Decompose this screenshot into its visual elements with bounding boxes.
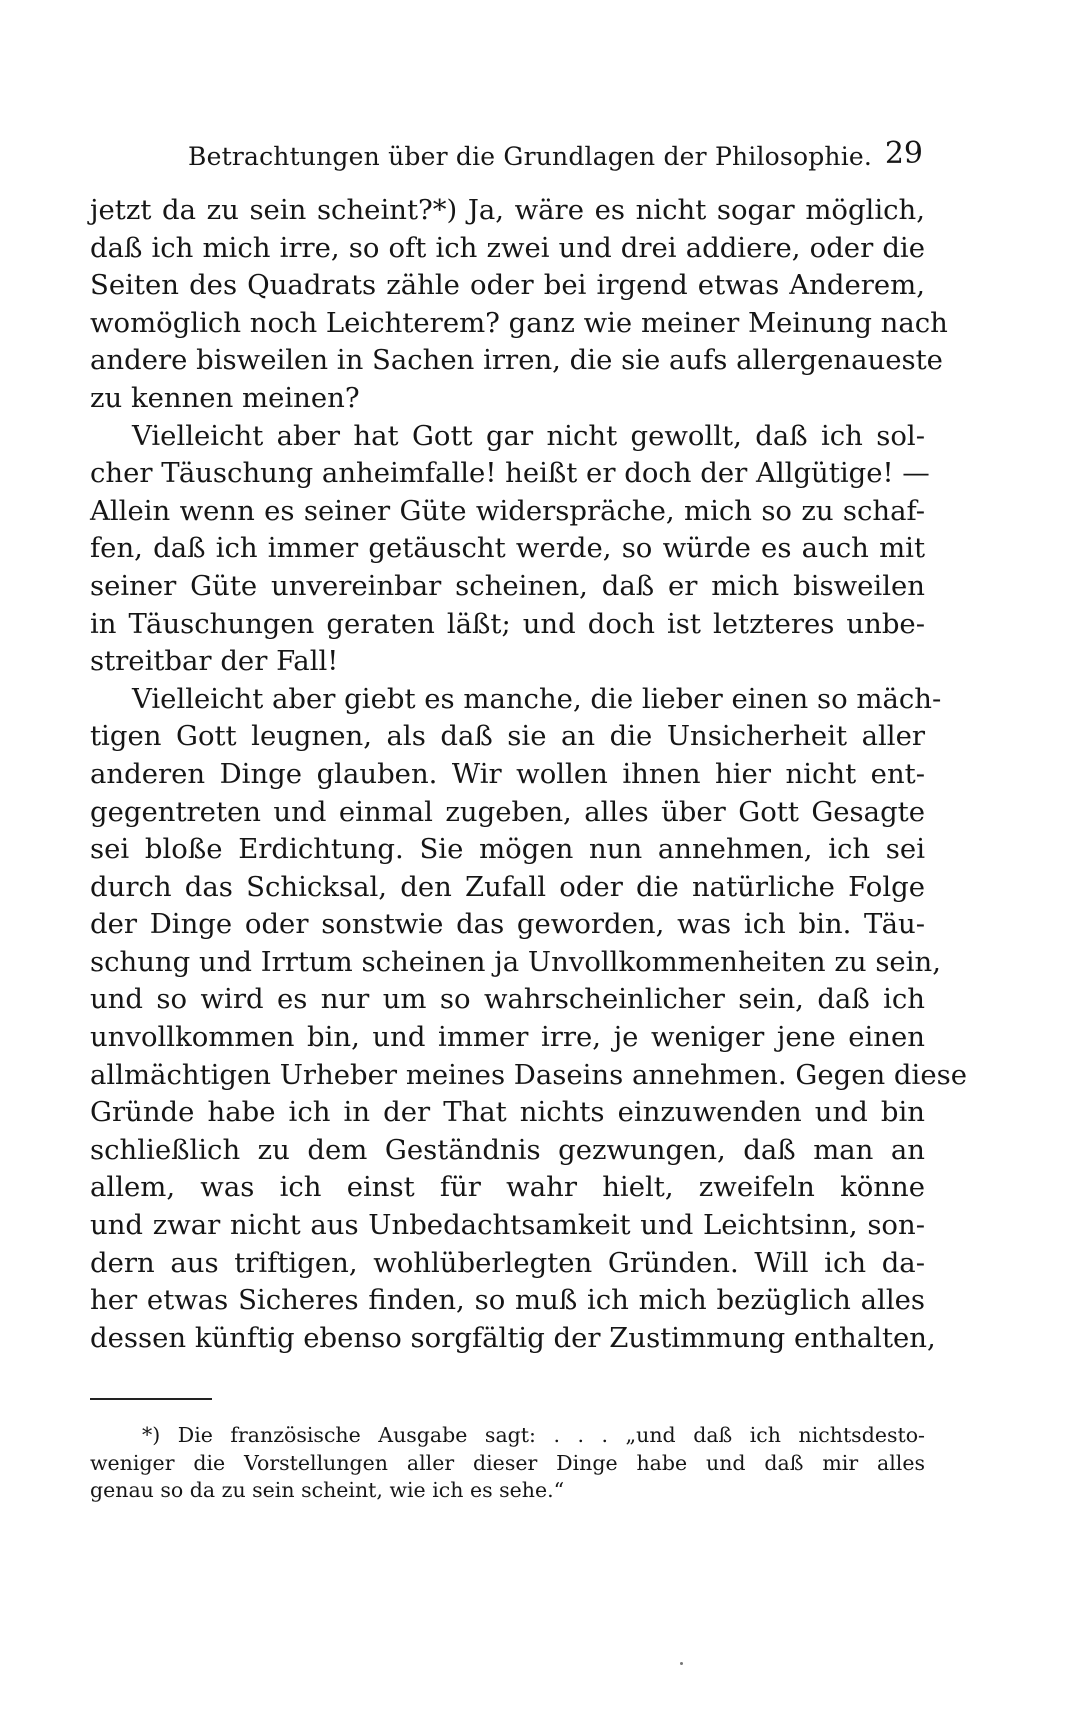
text-line: fen, daß ich immer getäuscht werde, so würde es auch mit xyxy=(90,532,925,565)
text-line: womöglich noch Leichterem? ganz wie meiner Meinung nach xyxy=(90,306,948,339)
text-line: dern aus triftigen, wohlüberlegten Gründen. Will ich da- xyxy=(90,1246,925,1279)
text-line: gegentreten und einmal zugeben, alles über Gott Gesagte xyxy=(90,795,925,828)
text-line: und zwar nicht aus Unbedachtsamkeit und Leichtsinn, son- xyxy=(90,1209,925,1242)
page-number: 29 xyxy=(884,136,923,171)
text-line: streitbar der Fall! xyxy=(90,645,339,678)
text-line: andere bisweilen in Sachen irren, die sie aufs allergenaueste xyxy=(90,344,943,377)
text-line: der Dinge oder sonstwie das geworden, was ich bin. Täu- xyxy=(90,908,925,941)
paper-speck xyxy=(680,1662,683,1665)
paragraph-start-line: Vielleicht aber hat Gott gar nicht gewollt, daß ich sol- xyxy=(132,419,925,452)
text-line: sei bloße Erdichtung. Sie mögen nun annehmen, ich sei xyxy=(90,833,925,866)
text-line: in Täuschungen geraten läßt; und doch ist letzteres unbe- xyxy=(90,607,925,640)
text-line: cher Täuschung anheimfalle! heißt er doch der Allgütige! — xyxy=(90,457,930,490)
text-line: zu kennen meinen? xyxy=(90,381,360,414)
text-line: schließlich zu dem Geständnis gezwungen, daß man an xyxy=(90,1133,925,1166)
text-line: daß ich mich irre, so oft ich zwei und drei addiere, oder die xyxy=(90,231,925,264)
footnote-line: *) Die französische Ausgabe sagt: . . . „und daß ich nichtsdesto- xyxy=(142,1423,925,1447)
text-line: Allein wenn es seiner Güte widerspräche, mich so zu schaf- xyxy=(90,494,925,527)
footnote xyxy=(90,1422,925,1505)
running-title: Betrachtungen über die Grundlagen der Philosophie. xyxy=(188,142,873,171)
text-line: unvollkommen bin, und immer irre, je weniger jene einen xyxy=(90,1021,925,1054)
footnote-line: genau so da zu sein scheint, wie ich es sehe.“ xyxy=(90,1478,565,1502)
text-line: und so wird es nur um so wahrscheinlicher sein, daß ich xyxy=(90,983,925,1016)
text-line: Seiten des Quadrats zähle oder bei irgend etwas Anderem, xyxy=(90,269,925,302)
paragraph-start-line: Vielleicht aber giebt es manche, die lieber einen so mäch- xyxy=(132,682,942,715)
text-line: her etwas Sicheres finden, so muß ich mich bezüglich alles xyxy=(90,1284,925,1317)
text-line: durch das Schicksal, den Zufall oder die natürliche Folge xyxy=(90,870,925,903)
text-line: tigen Gott leugnen, als daß sie an die Unsicherheit aller xyxy=(90,720,925,753)
text-line: seiner Güte unvereinbar scheinen, daß er mich bisweilen xyxy=(90,569,925,602)
text-line: dessen künftig ebenso sorgfältig der Zustimmung enthalten, xyxy=(90,1321,936,1354)
footnote-line: weniger die Vorstellungen aller dieser Dinge habe und daß mir alles xyxy=(90,1450,925,1475)
page-header xyxy=(188,136,923,176)
text-line: Gründe habe ich in der That nichts einzuwenden und bin xyxy=(90,1096,925,1129)
footnote-divider xyxy=(90,1398,212,1400)
text-line: jetzt da zu sein scheint?*) Ja, wäre es nicht sogar möglich, xyxy=(90,194,925,226)
text-line: allmächtigen Urheber meines Daseins annehmen. Gegen diese xyxy=(90,1058,967,1091)
text-line: anderen Dinge glauben. Wir wollen ihnen hier nicht ent- xyxy=(90,757,925,790)
text-line: allem, was ich einst für wahr hielt, zweifeln könne xyxy=(90,1171,925,1204)
body-text xyxy=(90,192,967,1357)
text-line: schung und Irrtum scheinen ja Unvollkommenheiten zu sein, xyxy=(90,945,941,978)
